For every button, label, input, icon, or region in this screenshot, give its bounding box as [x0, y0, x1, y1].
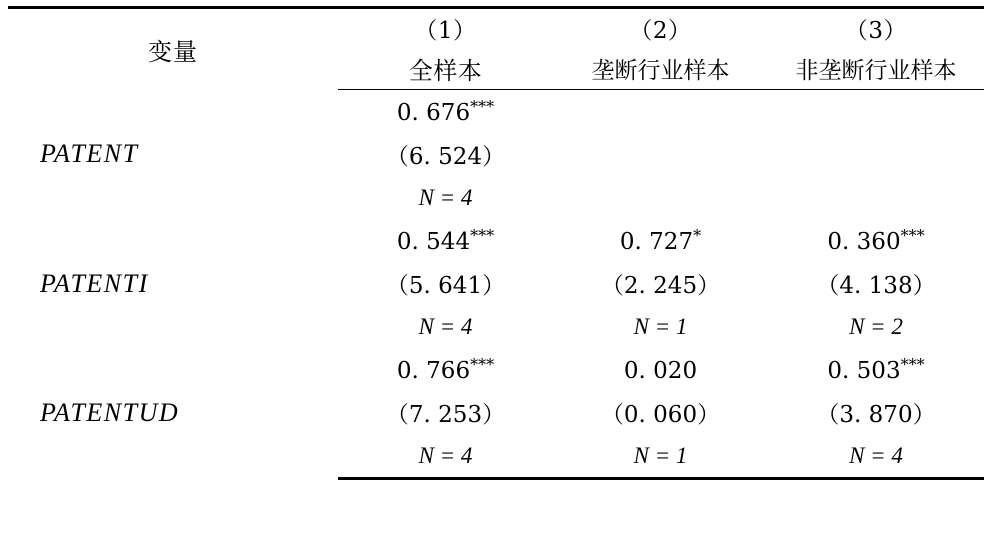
significance-stars: *** — [470, 354, 495, 374]
cell-tstat: （2. 245） — [600, 273, 721, 299]
coefficient-value: 0. 544 — [396, 229, 471, 256]
header-variable-label: 变量 — [8, 8, 338, 90]
cell-tstat: （7. 253） — [385, 402, 506, 428]
header-col3-number: （3） — [768, 8, 984, 48]
cell-nobs: N = 4 — [418, 313, 473, 339]
significance-stars: * — [693, 225, 702, 245]
row-variable-name: PATENTI — [40, 268, 149, 298]
table-row — [8, 219, 984, 262]
cell-tstat: （6. 524） — [385, 144, 506, 170]
coefficient-value: 0. 766 — [396, 358, 471, 385]
header-col3-label: 非垄断行业样本 — [768, 47, 984, 90]
coefficient-value: 0. 676 — [396, 100, 471, 127]
cell-tstat: （5. 641） — [385, 273, 506, 299]
cell-nobs — [768, 176, 984, 219]
header-col2-number: （2） — [553, 8, 768, 48]
cell-nobs: N = 4 — [768, 434, 984, 479]
cell-coefficient — [768, 219, 984, 262]
cell-coefficient — [338, 219, 553, 262]
cell-coefficient — [553, 219, 768, 262]
cell-coefficient — [768, 90, 984, 134]
significance-stars: *** — [470, 96, 495, 116]
cell-coefficient — [553, 90, 768, 134]
cell-nobs: N = 4 — [418, 184, 473, 210]
header-col2-label: 垄断行业样本 — [553, 47, 768, 90]
cell-coefficient — [768, 348, 984, 391]
cell-tstat — [768, 133, 984, 176]
coefficient-value: 0. 727 — [619, 229, 694, 256]
cell-tstat — [553, 133, 768, 176]
coefficient-value: 0. 360 — [827, 229, 901, 256]
header-col1-label: 全样本 — [338, 47, 553, 90]
cell-nobs: N = 2 — [849, 313, 903, 339]
table-row — [8, 348, 984, 391]
coefficient-value: 0. 503 — [827, 358, 901, 385]
significance-stars: *** — [900, 354, 925, 374]
significance-stars: *** — [900, 225, 925, 245]
table-header-row-numbers — [8, 8, 984, 48]
cell-tstat: （0. 060） — [600, 402, 721, 428]
cell-tstat: （3. 870） — [816, 402, 936, 428]
header-col1-number: （1） — [338, 8, 553, 48]
row-variable-name: PATENTUD — [40, 398, 180, 428]
significance-stars: *** — [470, 225, 495, 245]
table-row — [8, 90, 984, 134]
cell-nobs: N = 1 — [633, 313, 688, 339]
cell-coefficient — [338, 90, 553, 134]
cell-nobs: N = 1 — [553, 434, 768, 479]
cell-nobs — [553, 176, 768, 219]
cell-nobs: N = 4 — [338, 434, 553, 479]
cell-coefficient — [553, 348, 768, 391]
cell-coefficient — [338, 348, 553, 391]
regression-table — [8, 6, 984, 480]
row-variable-name: PATENT — [40, 139, 139, 169]
cell-tstat: （4. 138） — [816, 273, 936, 299]
coefficient-value: 0. 020 — [623, 358, 698, 385]
